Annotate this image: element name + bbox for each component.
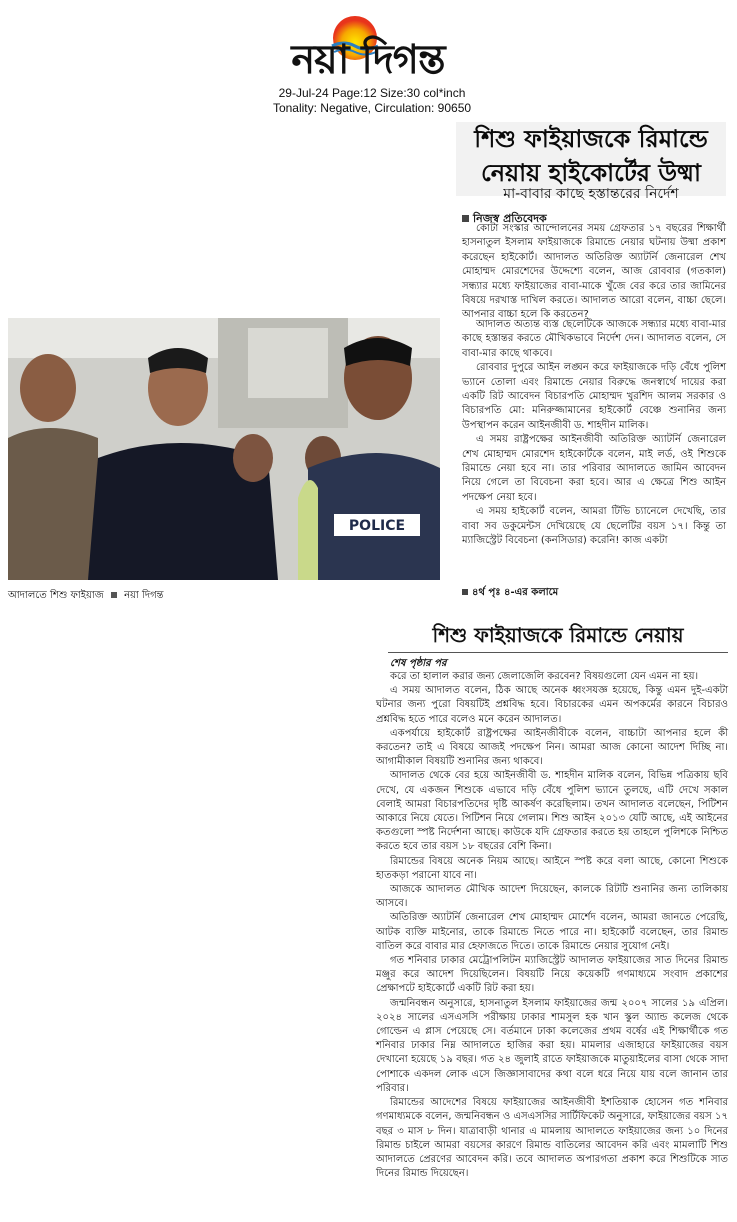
byline-text: নিজস্ব প্রতিবেদক — [473, 212, 547, 225]
continuation-paragraph: আদালত থেকে বের হয়ে আইনজীবী ড. শাহদীন মালিক বলেন, বিভিন্ন পত্রিকায় ছবি দেখে, যে একজন শিশুকে এভাবে দড়ি বেঁধে পুলিশ ভ্যানে তুলছে, এটি দেখে সকাল বেলাই আমরা বিচারপতিদের দৃষ্টি আকর্ষণ করেছিলাম। তখন আদালত বলেছেন, পিটিশন আকারে নিয়ে যেতে। পিটিশন নিয়ে গেলাম। শিশু আইন ২০১৩ যেটি আছে, এই আইনের কতগুলো স্পষ্ট নির্দেশনা আছে। কাউকে যদি গ্রেফতার করতে হয় তাহলে পুলিশকে নিশ্চিত করতে হবে তার বয়স ১৮ বছরের বেশি কিনা। — [376, 770, 728, 853]
continuation-paragraph: গত শনিবার ঢাকার মেট্রোপলিটন ম্যাজিস্ট্রেট আদালত ফাইয়াজের সাত দিনের রিমান্ড মঞ্জুর করে আদেশ দিয়েছিলেন। বিষয়টি নিয়ে কয়েকটি গণমাধ্যমে সংবাদ প্রকাশের প্রেক্ষাপটে হাইকোর্টে একটি রিট করা হয়। — [376, 955, 728, 995]
continuation-divider — [388, 652, 728, 653]
headline-line-2: নেয়ায় হাইকোর্টের উষ্মা — [480, 159, 701, 187]
newspaper-logo: নয়া দিগন্ত — [291, 37, 445, 83]
continuation-from-label: শেষ পৃষ্ঠার পর — [390, 658, 447, 669]
photo-illustration — [8, 318, 440, 580]
article-right-column — [462, 318, 726, 584]
continuation-paragraph: একপর্যায়ে হাইকোর্ট রাষ্ট্রপক্ষের আইনজীবীকে বলেন, বাচ্চাটা আপনার হলে কী করতেন? তাই এ বিষয়ে আজই পদক্ষেপ নিন। আমরা আজ কোনো আদেশ দিচ্ছি না। আগামীকাল বিষয়টি শুনানির জন্য থাকবে। — [376, 727, 728, 768]
meta-page-size: 29-Jul-24 Page:12 Size:30 col*inch — [278, 86, 466, 100]
photo-credit: নয়া দিগন্ত — [124, 590, 164, 601]
continuation-paragraph: অতিরিক্ত অ্যাটর্নি জেনারেল শেখ মোহাম্মদ মোর্শেদ বলেন, আমরা জানতে পেরেছি, আটক ব্যক্তি মাইনোর, তাকে রিমান্ডে নিতে পারে না। হাইকোর্ট বলেছেন, তার রিমান্ড বাতিল করে বাবার মার হেফাজতে দিতে। তাকে রিমান্ডে নেয়ার সুযোগ নেই। — [376, 912, 728, 952]
continuation-body — [376, 670, 728, 1216]
photo-caption: আদালতে শিশু ফাইয়াজ — [8, 590, 104, 601]
meta-tonality: Tonality: Negative, Circulation: 90650 — [272, 101, 472, 115]
continuation-paragraph: এ সময় আদালত বলেন, ঠিক আছে অনেক ধ্বংসযজ্ঞ হয়েছে, কিন্তু এমন দুই-একটা ঘটনার জন্য পুরো বিষয়টিই প্রশ্নবিদ্ধ হবে। বিচারকের এমন অপকর্মের কারনে বিচারও প্রশ্নবিদ্ধ হতে পারে বলেও মনে করেন আদালত। — [376, 685, 728, 725]
continuation-headline: শিশু ফাইয়াজকে রিমান্ডে নেয়ায় — [432, 623, 684, 647]
photo-caption-row — [8, 590, 440, 602]
clipping-meta — [240, 86, 504, 116]
continuation-paragraph: করে তা হালাল করার জন্য জেলাজেলি করবেন? বিষয়গুলো যেন এমন না হয়। — [390, 671, 699, 682]
continuation-paragraph: আজকে আদালত মৌখিক আদেশ দিয়েছেন, কালকে রিটটি শুনানির জন্য তালিকায় আসবে। — [376, 884, 728, 910]
continued-note — [462, 586, 726, 600]
police-vest-label: POLICE — [348, 518, 406, 534]
continued-square-icon — [462, 589, 468, 595]
article-paragraph: এ সময় রাষ্ট্রপক্ষের আইনজীবী অতিরিক্ত অ্যাটর্নি জেনারেল শেখ মোহাম্মদ মোরশেদ হাইকোর্টকে বলেন, মাই লর্ড, ওই শিশুকে রিমান্ডে নেয়া হবে না। তার পরিবার আদালতে জামিন আবেদন নিয়ে গেলে তা বিবেচনা করা হবে। আর এ ক্ষেত্রে শিশু আইন পদক্ষেপ নেয়া হবে। — [462, 434, 726, 503]
article-lead-column — [462, 222, 726, 321]
masthead — [236, 8, 500, 84]
headline-line-1: শিশু ফাইয়াজকে রিমান্ডে — [474, 125, 708, 153]
continued-text: ৪র্থ পৃঃ ৪-এর কলামে — [472, 587, 559, 598]
article-paragraph: আদালত অত্যন্ত ব্যস্ত ছেলেটিকে আজকে সন্ধ্যার মধ্যে বাবা-মার কাছে হস্তান্তর করতে মৌখিকভাবে নির্দেশ দেন। আদালত বলেন, সে বাবা-মার কাছে থাকবে। — [462, 319, 726, 359]
article-headline — [456, 122, 726, 190]
bullet-square-icon — [462, 215, 469, 222]
article-paragraph: কোটা সংস্কার আন্দোলনের সময় গ্রেফতার ১৭ বছরের শিক্ষার্থী হাসনাতুল ইসলাম ফাইয়াজকে রিমান্ডে নেয়ার ঘটনায় উষ্মা প্রকাশ করেছেন হাইকোর্ট। আদালত অতিরিক্ত অ্যাটর্নি জেনারেল শেখ মোহাম্মদ মোরশেদের উদ্দেশ্যে বলেন, আজ রোববার (গতকাল) সন্ধ্যার মধ্যে ফাইয়াজের বাবা-মাকে খুঁজে বের করে তার জামিনের বিষয়ে দরখাস্ত দাখিল করতে। আদালত আরো বলেন, বাচ্চা ছেলে। আপনার বাচ্চা হলে কি করতেন? — [462, 223, 726, 321]
continuation-paragraph: রিমান্ডের বিষয়ে অনেক নিয়ম আছে। আইনে স্পষ্ট করে বলা আছে, কোনো শিশুকে হাতকড়া পরানো যাবে না। — [376, 855, 728, 881]
article-photo — [8, 318, 440, 580]
continuation-paragraph: রিমান্ডের আদেশের বিষয়ে ফাইয়াজের আইনজীবী ইশতিয়াক হোসেন গত শনিবার গণমাধ্যমকে বলেন, জন্মনিবন্ধন ও এসএসসির সার্টিফিকেট অনুসারে, ফাইয়াজের বয়স ১৭ বছর ৩ মাস ৮ দিন। যাত্রাবাড়ী থানার এ মামলায় আদালতে ফাইয়াজের জন্য ১০ দিনের রিমান্ড চাইলে আমরা বয়সের কারণে রিমান্ড বাতিলের আবেদন করি এবং মামলাটি শিশু আদালতে প্রেরণের আবেদন করি। তবে আদালত অপারগতা প্রকাশ করে শিশুটিকে সাত দিনের রিমান্ড দিয়েছেন। — [376, 1097, 728, 1180]
article-subhead: মা-বাবার কাছে হস্তান্তরের নির্দেশ — [503, 186, 679, 202]
continuation-paragraph: জন্মনিবন্ধন অনুসারে, হাসনাতুল ইসলাম ফাইয়াজের জন্ম ২০০৭ সালের ১৯ এপ্রিল। ২০২৪ সালের এসএসসি পরীক্ষায় ঢাকার শামসুল হক খান স্কুল অ্যান্ড কলেজ থেকে গোল্ডেন এ প্লাস পেয়েছে সে। বর্তমানে ঢাকা কলেজের প্রথম বর্ষের এই শিক্ষার্থীকে গত শনিবার ঢাকার নিম্ন আদালতে হাজির করা হয়। মামলার এজাহারে ফাইয়াজের বয়স দেখানো হয়েছে ১৯ বছর। গত ২৪ জুলাই রাতে ফাইয়াজকে মাতুয়াইলের বাসা থেকে সাদা পোশাকে একদল লোক এসে জিজ্ঞাসাবাদের কথা বলে ধরে নিয়ে যায় বলে জানান তার পরিবার। — [376, 997, 728, 1094]
article-paragraph: এ সময় হাইকোর্ট বলেন, আমরা টিভি চ্যানেলে দেখেছি, তার বাবা সব ডকুমেন্টস দেখিয়েছে যে ছেলেটির বয়স ১৭। কিন্তু তা ম্যাজিস্ট্রেট বিবেচনা (কনসিডার) করেনি! কাজ একটা — [462, 506, 726, 547]
article-paragraph: রোববার দুপুরে আইন লঙ্ঘন করে ফাইয়াজকে দড়ি বেঁধে পুলিশ ভ্যানে তোলা এবং রিমান্ডে নেয়ার বিরুদ্ধে জনস্বার্থে দায়ের করা একটি রিট আবেদন বিচারপতি মোহাম্মদ খুরশিদ আলম সরকার ও বিচারপতি মো: মনিরুজ্জামানের হাইকোর্ট বেঞ্চে শুনানির জন্য উপস্থাপন করেন আইনজীবী ড. শাহদীন মালিক। — [462, 362, 726, 431]
caption-separator-icon — [111, 592, 117, 598]
